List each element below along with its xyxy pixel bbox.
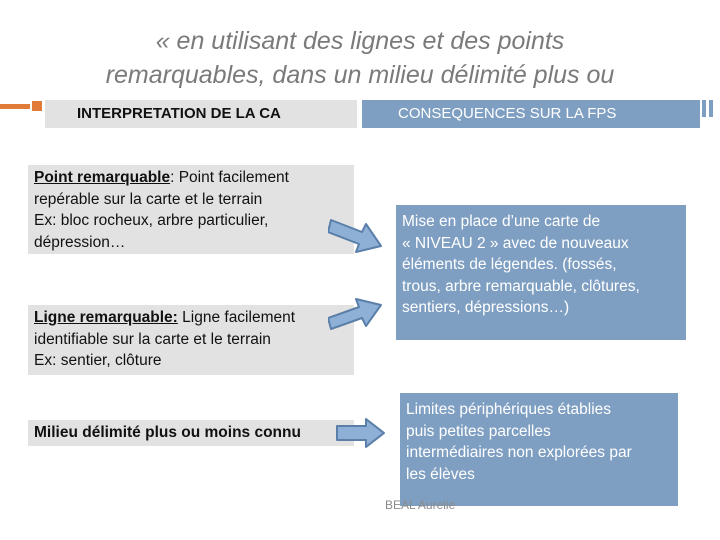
point-line-2: repérable sur la carte et le terrain [34,190,263,208]
consequence-limites-box [400,393,678,506]
arrow-ligne-to-consequence-icon [328,296,384,336]
point-line-3: Ex: bloc rocheux, arbre particulier, [34,212,269,229]
consequence2-line-4: les élèves [406,465,475,483]
milieu-delimite-box [28,420,354,446]
author-footer: BEAL Aurelie [385,498,456,512]
orange-accent-square [32,101,42,111]
arrow-milieu-to-limites-icon [336,418,386,448]
ligne-remarquable-box [28,305,354,375]
consequence2-line-3: intermédiaires non explorées par [406,444,632,461]
consequence2-line-1: Limites périphériques établies [406,401,612,418]
consequence1-line-2: « NIVEAU 2 » avec de nouveaux [402,234,629,252]
orange-accent-bar [0,104,30,109]
blue-accent-bar-2 [709,100,713,117]
point-remarquable-box [28,165,354,254]
consequence2-line-2: puis petites parcelles [406,422,551,440]
slide-title [0,24,720,92]
ligne-line-3: Ex: sentier, clôture [34,352,162,369]
title-line-1: « en utilisant des lignes et des points [155,27,565,55]
consequence1-line-3: éléments de légendes. (fossés, [402,256,617,273]
point-definition: : Point facilement [170,169,289,186]
point-line-4: dépression… [34,233,126,251]
ligne-line-2: identifiable sur la carte et le terrain [34,330,271,348]
consequence1-line-1: Mise en place d’une carte de [402,213,601,230]
blue-accent-bar-1 [702,100,706,117]
milieu-text: Milieu délimité plus ou moins connu [34,424,301,441]
point-term: Point remarquable [34,169,171,186]
header-consequences: CONSEQUENCES SUR LA FPS [362,100,700,128]
consequence-carte-niveau-2-box [396,205,686,340]
consequence1-line-5: sentiers, dépressions…) [402,299,570,316]
arrow-point-to-consequence-icon [328,212,384,256]
ligne-definition: Ligne facilement [177,309,296,326]
title-line-2: remarquables, dans un milieu délimité plus ou [105,61,615,89]
consequence1-line-4: trous, arbre remarquable, clôtures, [402,277,640,295]
ligne-term: Ligne remarquable: [34,309,178,326]
header-interpretation: INTERPRETATION DE LA CA [45,100,357,128]
